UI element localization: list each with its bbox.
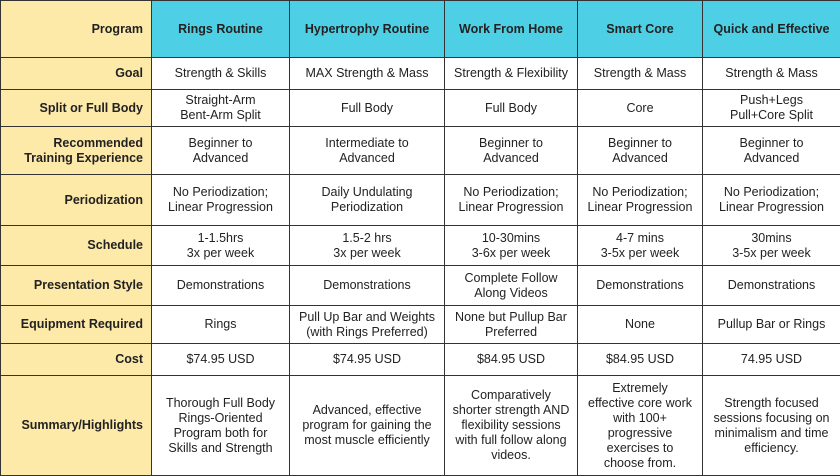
table-cell: Demonstrations [152,266,290,306]
row-goal [1,58,840,90]
table-cell: Strength & Flexibility [445,58,578,90]
table-cell: None [578,306,703,344]
table-cell: Advanced, effective program for gaining the most muscle efficiently [290,376,445,476]
row-equipment [1,306,840,344]
table-cell: Full Body [445,90,578,127]
table-cell: 74.95 USD [703,344,840,376]
row-periodization [1,175,840,226]
table-cell: Demonstrations [290,266,445,306]
header-row [1,1,840,58]
row-label-goal: Goal [1,58,152,90]
table-cell: No Periodization; Linear Progression [578,175,703,226]
table-cell: 1-1.5hrs 3x per week [152,226,290,266]
table-cell: Full Body [290,90,445,127]
row-label-periodization: Periodization [1,175,152,226]
table-cell: 1.5-2 hrs 3x per week [290,226,445,266]
table-cell: $84.95 USD [578,344,703,376]
table-cell: 4-7 mins 3-5x per week [578,226,703,266]
row-summary [1,376,840,476]
table-cell: Straight-Arm Bent-Arm Split [152,90,290,127]
table-cell: No Periodization; Linear Progression [445,175,578,226]
table-cell: Complete Follow Along Videos [445,266,578,306]
table-cell: Strength focused sessions focusing on minimalism and time efficiency. [703,376,840,476]
table-cell: Beginner to Advanced [703,127,840,175]
table-cell: None but Pullup Bar Preferred [445,306,578,344]
program-header-quick-and-effective: Quick and Effective [703,1,840,58]
program-header-smart-core: Smart Core [578,1,703,58]
row-experience [1,127,840,175]
table-cell: Daily Undulating Periodization [290,175,445,226]
row-schedule [1,226,840,266]
table-cell: Core [578,90,703,127]
table-cell: $74.95 USD [290,344,445,376]
table-cell: $74.95 USD [152,344,290,376]
table-cell: 10-30mins 3-6x per week [445,226,578,266]
corner-label: Program [1,1,152,58]
program-header-rings-routine: Rings Routine [152,1,290,58]
row-label-cost: Cost [1,344,152,376]
table-cell: Demonstrations [703,266,840,306]
table-cell: Thorough Full Body Rings-Oriented Program both for Skills and Strength [152,376,290,476]
table-cell: Pullup Bar or Rings [703,306,840,344]
table-cell: No Periodization; Linear Progression [703,175,840,226]
table-cell: Comparatively shorter strength AND flexibility sessions with full follow along videos. [445,376,578,476]
table-cell: No Periodization; Linear Progression [152,175,290,226]
table-cell: 30mins 3-5x per week [703,226,840,266]
table-cell: Beginner to Advanced [445,127,578,175]
row-label-equipment: Equipment Required [1,306,152,344]
row-label-summary: Summary/Highlights [1,376,152,476]
row-label-schedule: Schedule [1,226,152,266]
table-cell: Pull Up Bar and Weights (with Rings Preferred) [290,306,445,344]
table-cell: Strength & Mass [703,58,840,90]
table-cell: Push+Legs Pull+Core Split [703,90,840,127]
row-presentation [1,266,840,306]
program-header-work-from-home: Work From Home [445,1,578,58]
table-cell: Intermediate to Advanced [290,127,445,175]
row-label-split: Split or Full Body [1,90,152,127]
table-cell: MAX Strength & Mass [290,58,445,90]
table-cell: Strength & Skills [152,58,290,90]
table-cell: Demonstrations [578,266,703,306]
row-label-experience: Recommended Training Experience [1,127,152,175]
row-label-presentation: Presentation Style [1,266,152,306]
program-header-hypertrophy-routine: Hypertrophy Routine [290,1,445,58]
table-cell: Extremely effective core work with 100+ progressive exercises to choose from. [578,376,703,476]
table-cell: Beginner to Advanced [152,127,290,175]
row-split [1,90,840,127]
row-cost [1,344,840,376]
table-cell: $84.95 USD [445,344,578,376]
table-cell: Rings [152,306,290,344]
table-cell: Strength & Mass [578,58,703,90]
table-cell: Beginner to Advanced [578,127,703,175]
